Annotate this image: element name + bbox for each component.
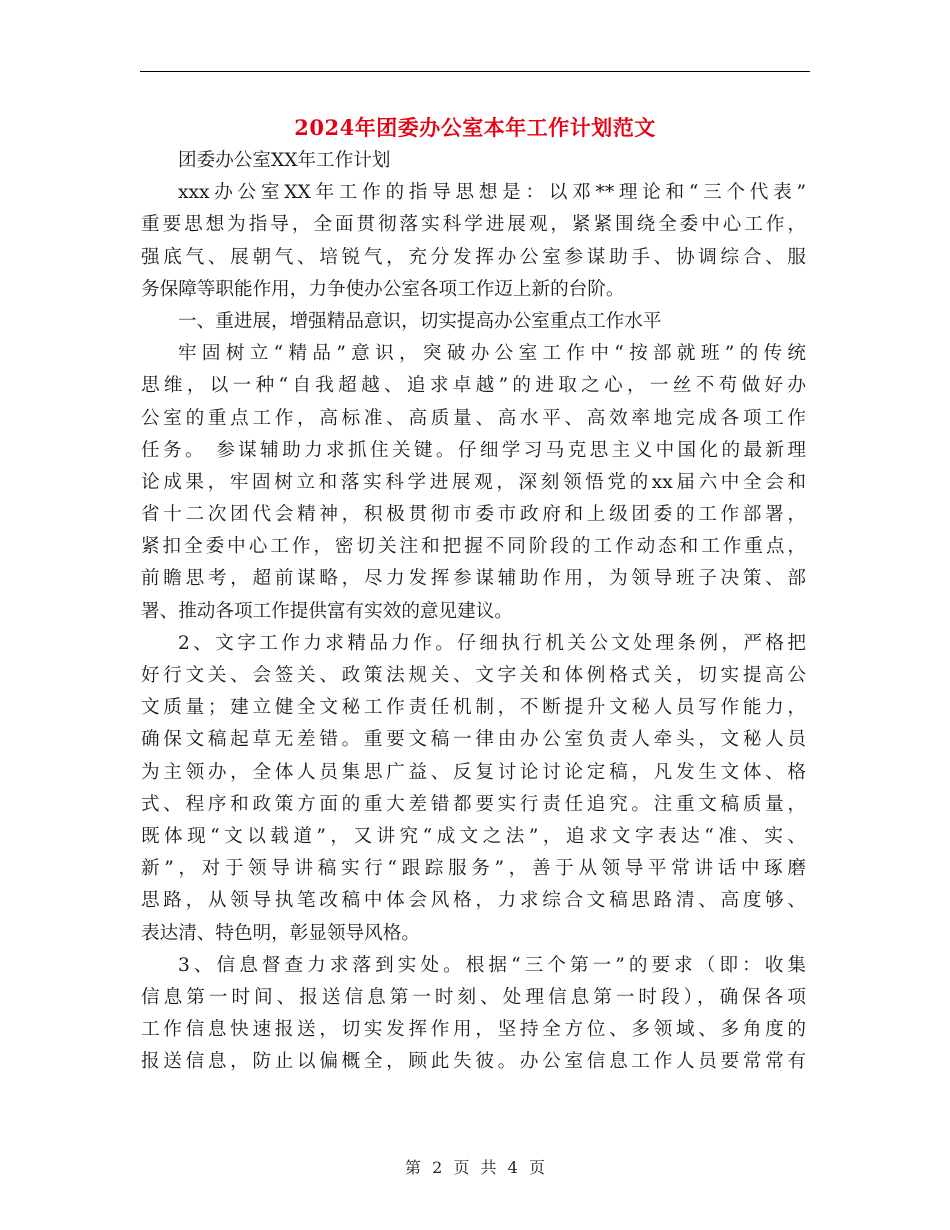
footer-page-unit: 页 bbox=[453, 1158, 470, 1177]
text-line: 团委办公室XX年工作计划 bbox=[178, 150, 391, 171]
text-line: 新”，对于领导讲稿实行“跟踪服务”，善于从领导平常讲话中琢磨 bbox=[141, 858, 806, 880]
text-line: 文质量；建立健全文秘工作责任机制，不断提升文秘人员写作能力， bbox=[141, 697, 806, 719]
text-line: 式、程序和政策方面的重大差错都要实行责任追究。注重文稿质量， bbox=[141, 793, 806, 815]
text-line: 信息第一时间、报送信息第一时刻、处理信息第一时段），确保各项 bbox=[141, 986, 806, 1008]
text-line: 一、重进展，增强精品意识，切实提高办公室重点工作水平 bbox=[178, 310, 662, 332]
page-footer bbox=[0, 1155, 950, 1178]
text-line: 前瞻思考，超前谋略，尽力发挥参谋辅助作用，为领导班子决策、部 bbox=[141, 568, 806, 590]
text-line: 牢固树立“精品”意识，突破办公室工作中“按部就班”的传统 bbox=[178, 343, 806, 365]
text-line: 务保障等职能作用，力争使办公室各项工作迈上新的台阶。 bbox=[141, 278, 625, 300]
text-line: 省十二次团代会精神，积极贯彻市委市政府和上级团委的工作部署， bbox=[141, 504, 806, 526]
text-line: 强底气、展朝气、培锐气，充分发挥办公室参谋助手、协调综合、服 bbox=[141, 246, 806, 268]
text-line: 为主领办，全体人员集思广益、反复讨论讨论定稿，凡发生文体、格 bbox=[141, 761, 806, 783]
document-body bbox=[141, 145, 806, 1078]
text-line: 工作信息快速报送，切实发挥作用，坚持全方位、多领域、多角度的 bbox=[141, 1019, 806, 1041]
text-line: 确保文稿起草无差错。重要文稿一律由办公室负责人牵头，文秘人员 bbox=[141, 729, 806, 751]
text-line: 紧扣全委中心工作，密切关注和把握不同阶段的工作动态和工作重点， bbox=[141, 536, 806, 558]
text-line: 好行文关、会签关、政策法规关、文字关和体例格式关，切实提高公 bbox=[141, 665, 806, 686]
text-line: 3、信息督查力求落到实处。根据“三个第一”的要求（即：收集 bbox=[178, 954, 806, 976]
document-title: 2024年团委办公室本年工作计划范文 bbox=[294, 115, 656, 140]
text-line: 思路，从领导执笔改稿中体会风格，力求综合文稿思路清、高度够、 bbox=[141, 890, 806, 912]
header-rule bbox=[140, 71, 810, 72]
footer-total-unit: 页 bbox=[528, 1158, 545, 1177]
footer-total-pages: 4 bbox=[507, 1158, 518, 1177]
footer-page-label: 第 bbox=[405, 1158, 422, 1177]
text-line: xxx办公室XX年工作的指导思想是：以邓**理论和“三个代表” bbox=[178, 182, 806, 204]
text-line: 重要思想为指导，全面贯彻落实科学进展观，紧紧围绕全委中心工作， bbox=[141, 214, 806, 236]
text-line: 论成果，牢固树立和落实科学进展观，深刻领悟党的xx届六中全会和 bbox=[141, 471, 806, 493]
text-line: 署、推动各项工作提供富有实效的意见建议。 bbox=[141, 600, 513, 622]
footer-total-label: 共 bbox=[480, 1158, 497, 1177]
text-line: 报送信息，防止以偏概全，顾此失彼。办公室信息工作人员要常常有 bbox=[141, 1051, 806, 1073]
text-line: 既体现“文以载道”，又讲究“成文之法”，追求文字表达“准、实、 bbox=[141, 825, 806, 847]
footer-page-number: 2 bbox=[432, 1158, 443, 1177]
text-line: 任务。 参谋辅助力求抓住关键。仔细学习马克思主义中国化的最新理 bbox=[141, 439, 806, 461]
text-line: 思维，以一种“自我超越、追求卓越”的进取之心，一丝不苟做好办 bbox=[141, 375, 806, 397]
text-line: 表达清、特色明，彰显领导风格。 bbox=[141, 922, 420, 944]
text-line: 2、文字工作力求精品力作。仔细执行机关公文处理条例，严格把 bbox=[178, 632, 806, 654]
text-line: 公室的重点工作，高标准、高质量、高水平、高效率地完成各项工作 bbox=[141, 407, 806, 429]
